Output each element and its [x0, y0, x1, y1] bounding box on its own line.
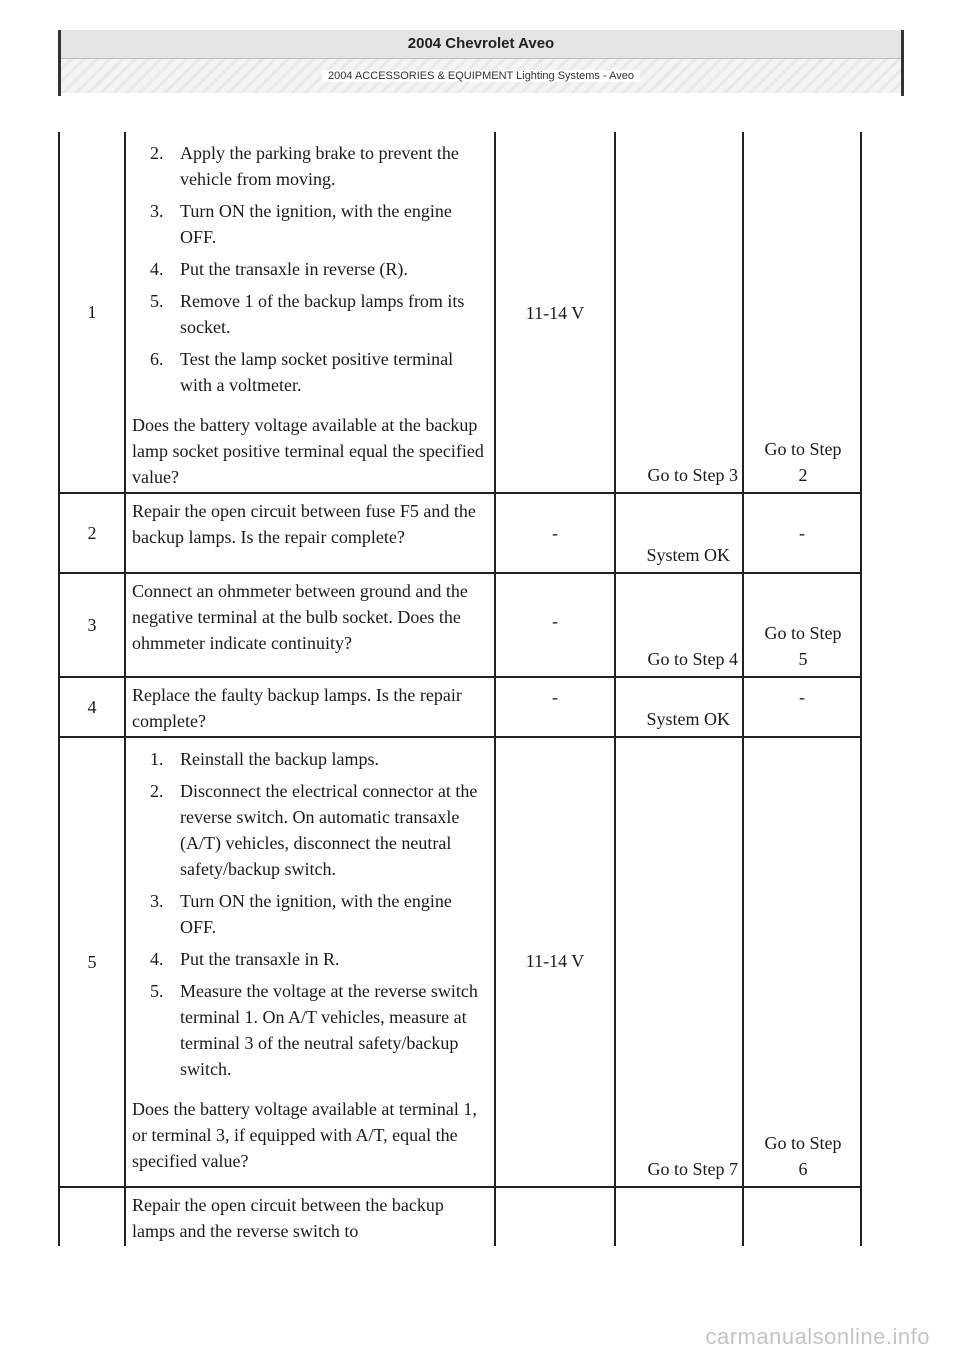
list-item: 4. Put the transaxle in R.	[150, 949, 340, 969]
yes-cell	[615, 677, 743, 737]
table-row	[59, 677, 861, 737]
watermark-text: carmanualsonline.info	[705, 1324, 930, 1349]
yes-cell	[615, 493, 743, 573]
step-number: 2	[59, 493, 125, 573]
document-subtitle-bar	[61, 59, 901, 93]
specified-value: -	[552, 687, 558, 707]
value-cell	[495, 493, 615, 573]
document-subtitle: 2004 ACCESSORIES & EQUIPMENT Lighting Systems - Aveo	[322, 70, 640, 82]
list-item: 2. Disconnect the electrical connector at the reverse switch. On automatic transaxle (A/T) vehicles, disconnect the neutral safety/backup switch.	[150, 781, 478, 879]
yes-cell	[615, 132, 743, 493]
list-item: 3. Turn ON the ignition, with the engine OFF.	[150, 891, 452, 937]
step-number	[59, 1187, 125, 1246]
value-cell	[495, 1187, 615, 1246]
yes-action: Go to Step 7	[647, 1159, 738, 1179]
action-cell: Repair the open circuit between the backup lamps and the reverse switch to	[125, 1187, 495, 1246]
substep-list	[132, 140, 488, 398]
yes-cell	[615, 737, 743, 1187]
table-row	[59, 1187, 861, 1246]
list-item: 1. Reinstall the backup lamps.	[150, 749, 379, 769]
specified-value: 11-14 V	[525, 951, 585, 971]
no-cell	[743, 132, 861, 493]
action-cell: Connect an ohmmeter between ground and the negative terminal at the bulb socket. Does the ohmmeter indicate continuity?	[125, 573, 495, 677]
no-cell	[743, 1187, 861, 1246]
value-cell	[495, 677, 615, 737]
action-cell	[125, 737, 495, 1187]
no-action: Go to Step 5	[764, 623, 842, 669]
specified-value: -	[552, 611, 558, 631]
step-number: 5	[59, 737, 125, 1187]
action-cell: Replace the faulty backup lamps. Is the repair complete?	[125, 677, 495, 737]
yes-action: Go to Step 3	[647, 465, 738, 485]
no-cell	[743, 737, 861, 1187]
diagnostic-table	[58, 132, 862, 1246]
question-text: Does the battery voltage available at terminal 1, or terminal 3, if equipped with A/T, equal the specified value?	[132, 1099, 477, 1171]
no-cell	[743, 493, 861, 573]
table-row	[59, 737, 861, 1187]
value-cell	[495, 737, 615, 1187]
specified-value: 11-14 V	[525, 303, 585, 323]
step-number: 4	[59, 677, 125, 737]
yes-action: Go to Step 4	[647, 649, 738, 669]
value-cell	[495, 573, 615, 677]
no-action: -	[799, 687, 805, 707]
list-item: 2. Apply the parking brake to prevent the vehicle from moving.	[150, 143, 459, 189]
no-action: -	[799, 523, 805, 543]
step-number: 1	[59, 132, 125, 493]
diagnostic-table-wrapper	[58, 132, 860, 1246]
list-item: 3. Turn ON the ignition, with the engine OFF.	[150, 201, 452, 247]
table-row	[59, 132, 861, 493]
document-title: 2004 Chevrolet Aveo	[61, 30, 901, 59]
yes-cell	[615, 1187, 743, 1246]
question-text: Does the battery voltage available at the backup lamp socket positive terminal equal the specified value?	[132, 415, 484, 487]
no-cell	[743, 573, 861, 677]
no-action: Go to Step 2	[764, 439, 842, 485]
table-row	[59, 573, 861, 677]
yes-cell	[615, 573, 743, 677]
specified-value: -	[552, 523, 558, 543]
value-cell	[495, 132, 615, 493]
list-item: 5. Remove 1 of the backup lamps from its socket.	[150, 291, 465, 337]
document-header	[58, 30, 904, 96]
list-item: 4. Put the transaxle in reverse (R).	[150, 259, 408, 279]
no-action: Go to Step 6	[764, 1133, 842, 1179]
action-cell	[125, 132, 495, 493]
no-cell	[743, 677, 861, 737]
step-number: 3	[59, 573, 125, 677]
yes-action: System OK	[646, 545, 730, 565]
action-cell: Repair the open circuit between fuse F5 and the backup lamps. Is the repair complete?	[125, 493, 495, 573]
table-row	[59, 493, 861, 573]
list-item: 6. Test the lamp socket positive terminal with a voltmeter.	[150, 349, 454, 395]
substep-list	[132, 746, 488, 1082]
list-item: 5. Measure the voltage at the reverse switch terminal 1. On A/T vehicles, measure at terminal 3 of the neutral safety/backup switch.	[150, 981, 478, 1079]
yes-action: System OK	[646, 709, 730, 729]
